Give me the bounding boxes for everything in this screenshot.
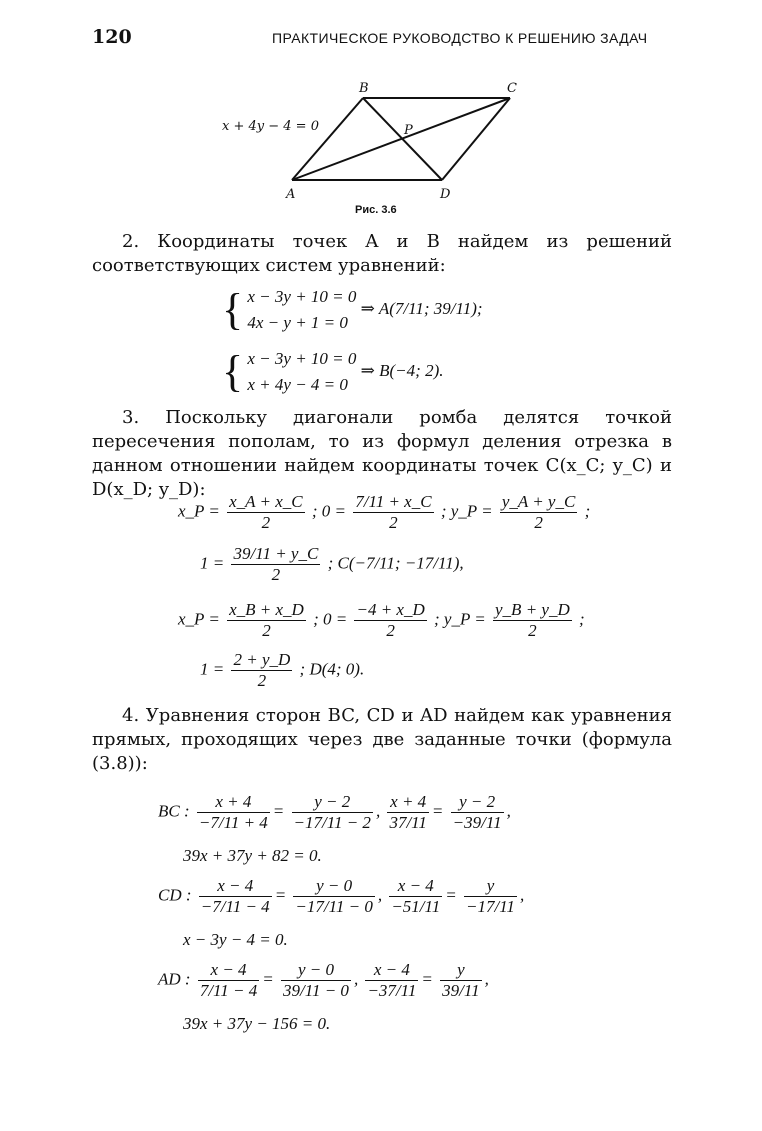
lhs: CD : bbox=[158, 885, 192, 905]
result-ad: 39x + 37y − 156 = 0. bbox=[183, 1014, 331, 1033]
result-cd: x − 3y − 4 = 0. bbox=[183, 930, 288, 949]
label-b: B bbox=[359, 81, 369, 96]
fraction: $\frac{y - 2}{-39/11}$ bbox=[452, 792, 502, 832]
formula-row-2 bbox=[200, 544, 464, 585]
sys1-eq1: x − 3y + 10 = 0 bbox=[247, 287, 357, 306]
lhs: ; y_P = bbox=[440, 501, 493, 521]
equation-cd: CD : $\frac{x - 4}{-7/11 - 4}$ = $\frac{y - 0}{-17/11 - 0}$ , $\frac{x - 4}{-51/11}$ = $\frac{y}{-17/11}$ , bbox=[158, 876, 525, 916]
brace: { bbox=[222, 285, 244, 334]
formula-row-4 bbox=[200, 650, 364, 691]
lhs: BC : bbox=[158, 801, 190, 821]
figure-caption: Рис. 3.6 bbox=[355, 204, 397, 216]
sys1-eq2: 4x − y + 1 = 0 bbox=[247, 313, 348, 332]
step2-text: 2. Координаты точек A и B найдем из решений соответствующих систем уравнений: bbox=[92, 231, 672, 276]
sys2-eq1: x − 3y + 10 = 0 bbox=[247, 349, 357, 368]
sys2-eq2: x + 4y − 4 = 0 bbox=[247, 375, 348, 394]
equation-bc: BC : $\frac{x + 4}{-7/11 + 4}$ = $\frac{y - 2}{-17/11 - 2}$ , $\frac{x + 4}{37/11}$ = $\frac{y - 2}{-39/11}$ , bbox=[158, 792, 511, 832]
fraction: $\frac{x + 4}{37/11}$ bbox=[389, 792, 427, 832]
fraction: $\frac{y}{39/11}$ bbox=[442, 960, 480, 1000]
rhombus-figure bbox=[200, 74, 540, 204]
line-equation-label: x + 4y − 4 = 0 bbox=[222, 119, 319, 134]
system-2 bbox=[222, 346, 443, 398]
punct: ; bbox=[584, 501, 591, 521]
lhs: 1 = bbox=[200, 659, 225, 679]
point-d-result: ; D(4; 0). bbox=[299, 659, 365, 679]
system-1 bbox=[222, 284, 483, 336]
fraction: $\frac{x\_A + x\_C}{2}$ bbox=[229, 492, 303, 532]
fraction: $\frac{y\_B + y\_D}{2}$ bbox=[495, 600, 570, 640]
lhs: 1 = bbox=[200, 553, 225, 573]
label-d: D bbox=[440, 187, 451, 202]
fraction: $\frac{x + 4}{-7/11 + 4}$ bbox=[198, 792, 268, 832]
fraction: $\frac{-4 + x\_D}{2}$ bbox=[356, 600, 425, 640]
point-c-result: ; C(−7/11; −17/11), bbox=[327, 553, 464, 573]
lhs: ; 0 = bbox=[311, 501, 346, 521]
fraction: $\frac{y}{-17/11}$ bbox=[466, 876, 515, 916]
label-a: A bbox=[286, 187, 296, 202]
label-c: C bbox=[507, 81, 517, 96]
fraction: $\frac{2 + y\_D}{2}$ bbox=[233, 650, 291, 690]
fraction: $\frac{y\_A + y\_C}{2}$ bbox=[501, 492, 576, 532]
fraction: $\frac{39/11 + y\_C}{2}$ bbox=[233, 544, 319, 584]
fraction: $\frac{x\_B + x\_D}{2}$ bbox=[229, 600, 304, 640]
sys2-result: ⇒ B(−4; 2). bbox=[360, 360, 444, 380]
fraction: $\frac{7/11 + x\_C}{2}$ bbox=[355, 492, 432, 532]
sys1-result: ⇒ A(7/11; 39/11); bbox=[360, 298, 483, 318]
fraction: $\frac{x - 4}{-51/11}$ bbox=[391, 876, 441, 916]
diagonal-bd bbox=[363, 98, 442, 180]
lhs: ; y_P = bbox=[434, 609, 486, 629]
lhs: AD : bbox=[158, 969, 191, 989]
step3-text: 3. Поскольку диагонали ромба делятся точкой пересечения пополам, то из формул деления отрезка в данном отношении найдем координаты точек C(x_C; y_C) и D(x_D; y_D): bbox=[92, 407, 672, 500]
running-header: ПРАКТИЧЕСКОЕ РУКОВОДСТВО К РЕШЕНИЮ ЗАДАЧ bbox=[272, 30, 648, 46]
label-p: P bbox=[404, 123, 413, 138]
fraction: $\frac{y - 0}{-17/11 - 0}$ bbox=[295, 876, 373, 916]
diagonal-ac bbox=[292, 98, 510, 180]
step4-text: 4. Уравнения сторон BC, CD и AD найдем как уравнения прямых, проходящих через две заданные точки (формула (3.8)): bbox=[92, 705, 672, 774]
fraction: $\frac{x - 4}{7/11 - 4}$ bbox=[199, 960, 258, 1000]
formula-row-1 bbox=[178, 492, 590, 533]
lhs: x_P = bbox=[178, 609, 220, 629]
formula-row-3 bbox=[178, 600, 585, 641]
fraction: $\frac{y - 2}{-17/11 - 2}$ bbox=[293, 792, 371, 832]
result-bc: 39x + 37y + 82 = 0. bbox=[183, 846, 322, 865]
page-number: 120 bbox=[92, 26, 132, 48]
brace: { bbox=[222, 347, 244, 396]
punct: ; bbox=[579, 609, 585, 629]
lhs: ; 0 = bbox=[313, 609, 348, 629]
equation-ad: AD : $\frac{x - 4}{7/11 - 4}$ = $\frac{y - 0}{39/11 - 0}$ , $\frac{x - 4}{-37/11}$ = $\frac{y}{39/11}$ , bbox=[158, 960, 489, 1000]
fraction: $\frac{y - 0}{39/11 - 0}$ bbox=[283, 960, 349, 1000]
fraction: $\frac{x - 4}{-7/11 - 4}$ bbox=[200, 876, 270, 916]
lhs: x_P = bbox=[178, 501, 220, 521]
fraction: $\frac{x - 4}{-37/11}$ bbox=[367, 960, 417, 1000]
